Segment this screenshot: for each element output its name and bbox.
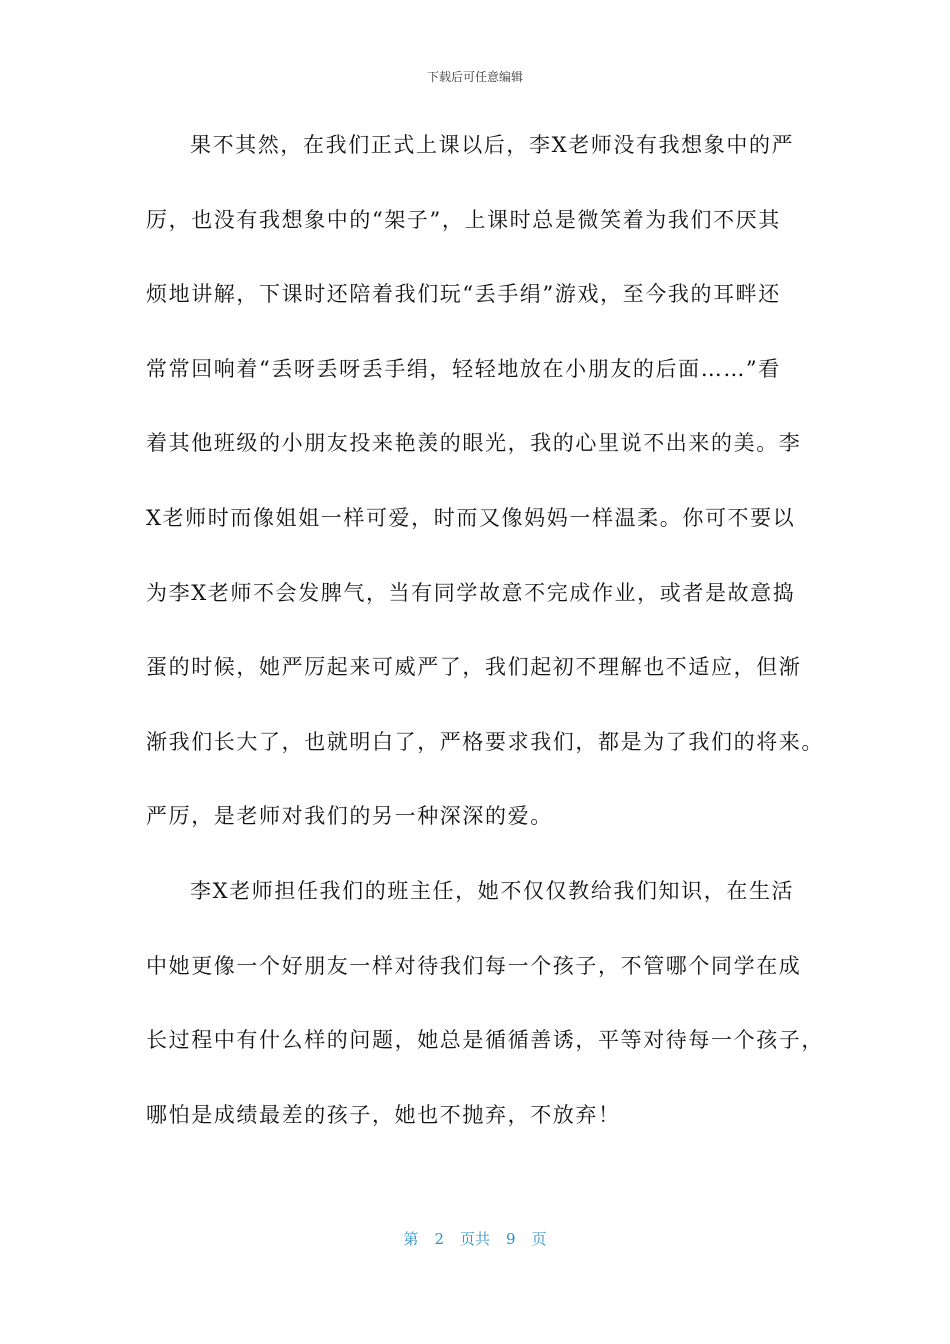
paragraph-line: 厉，也没有我想象中的“架子”，上课时总是微笑着为我们不厌其 <box>146 207 781 232</box>
footer-current-page: 2 <box>434 1230 444 1248</box>
paragraph-line: 蛋的时候，她严厉起来可威严了，我们起初不理解也不适应，但渐 <box>146 655 802 680</box>
paragraph-line: 果不其然，在我们正式上课以后，李X老师没有我想象中的严 <box>190 133 795 157</box>
footer-ye-gong: 页共 <box>459 1230 490 1248</box>
paragraph-line: 李X老师担任我们的班主任，她不仅仅教给我们知识，在生活 <box>190 878 795 903</box>
footer-total-pages: 9 <box>506 1230 516 1248</box>
paragraph-line: 常常回响着“丢呀丢呀丢手绢，轻轻地放在小朋友的后面……”看 <box>146 356 781 381</box>
page-header: 下载后可任意编辑 <box>426 70 523 84</box>
footer-ye: 页 <box>531 1230 547 1248</box>
paragraph-line: 为李X老师不会发脾气，当有同学故意不完成作业，或者是故意捣 <box>146 580 796 605</box>
paragraph-line: 渐我们长大了，也就明白了，严格要求我们，都是为了我们的将来。 <box>146 729 824 754</box>
page-footer <box>0 1228 950 1249</box>
paragraph-line: 烦地讲解，下课时还陪着我们玩“丢手绢”游戏，至今我的耳畔还 <box>146 282 781 307</box>
paragraph-line: 中她更像一个好朋友一样对待我们每一个孩子，不管哪个同学在成 <box>146 953 802 978</box>
paragraph-line: 哪怕是成绩最差的孩子，她也不抛弃，不放弃！ <box>146 1102 621 1127</box>
paragraph-line: 严厉，是老师对我们的另一种深深的爱。 <box>146 804 553 829</box>
paragraph-line: 着其他班级的小朋友投来艳羡的眼光，我的心里说不出来的美。李 <box>146 431 802 456</box>
document-body <box>146 126 824 1170</box>
paragraph-line: X老师时而像姐姐一样可爱，时而又像妈妈一样温柔。你可不要以 <box>146 505 796 530</box>
paragraph-line: 长过程中有什么样的问题，她总是循循善诱，平等对待每一个孩子， <box>146 1028 824 1053</box>
footer-di: 第 <box>403 1230 419 1248</box>
